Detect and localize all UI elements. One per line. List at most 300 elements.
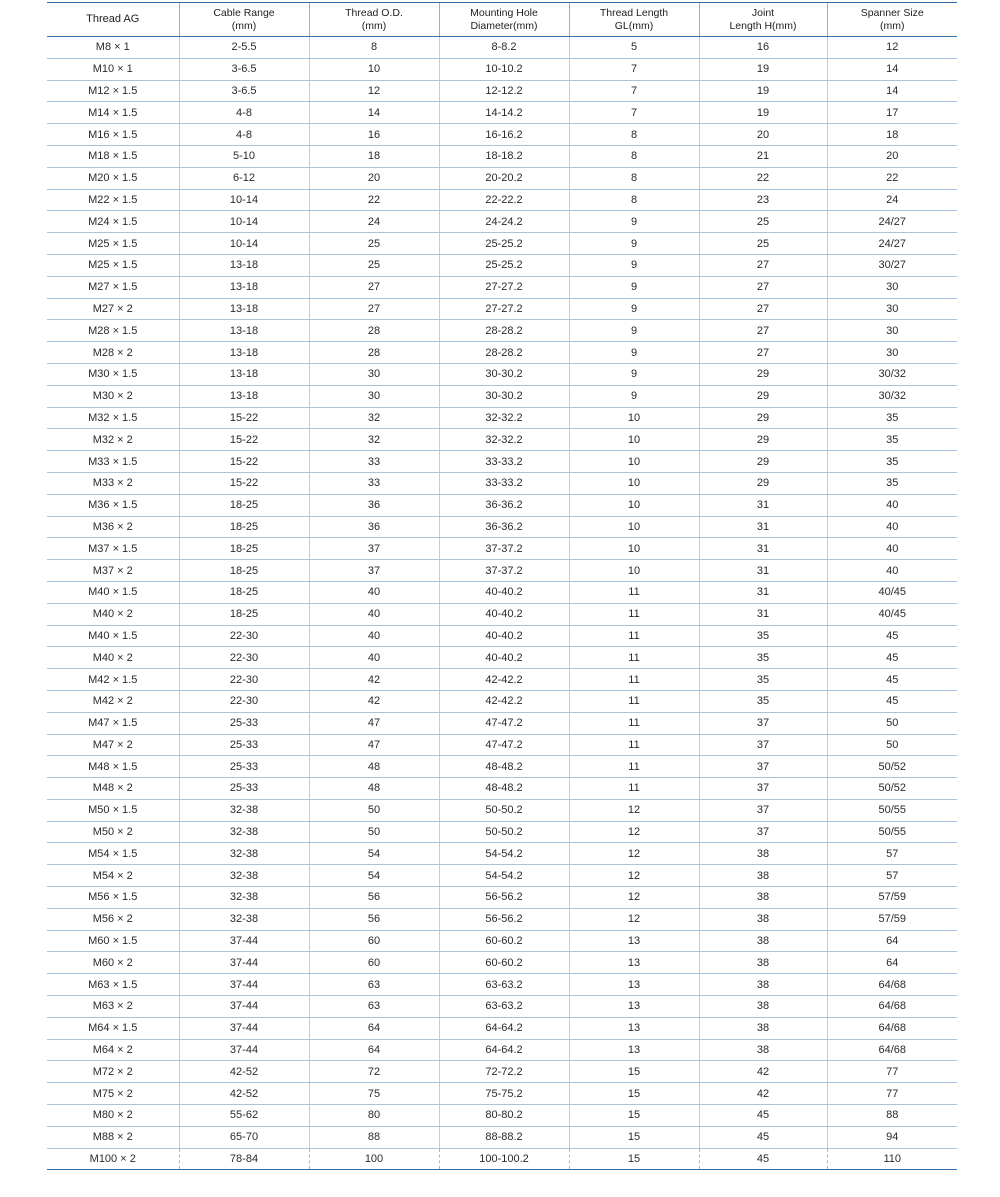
cell-thread-length: 15 [569, 1126, 699, 1148]
table-row [47, 1039, 957, 1061]
cell-spanner-size: 17 [827, 102, 957, 124]
header-line: Thread AG [86, 13, 140, 25]
cell-thread-length: 5 [569, 37, 699, 59]
header-thread-length [569, 3, 699, 37]
header-line: Length H(mm) [729, 19, 797, 32]
table-row [47, 472, 957, 494]
cell-cable-range: 22-30 [179, 690, 309, 712]
cell-thread-ag: M60 × 2 [47, 952, 179, 974]
cell-mounting-hole: 50-50.2 [439, 821, 569, 843]
cell-thread-od: 63 [309, 996, 439, 1018]
cell-spanner-size: 45 [827, 690, 957, 712]
cell-thread-od: 56 [309, 908, 439, 930]
cell-thread-length: 11 [569, 690, 699, 712]
table-row [47, 887, 957, 909]
cell-cable-range: 32-38 [179, 799, 309, 821]
cell-thread-od: 88 [309, 1126, 439, 1148]
cell-thread-ag: M40 × 1.5 [47, 625, 179, 647]
cell-spanner-size: 30/32 [827, 363, 957, 385]
cell-thread-length: 11 [569, 778, 699, 800]
table-body [47, 37, 957, 1170]
cell-thread-od: 50 [309, 821, 439, 843]
cell-thread-length: 7 [569, 80, 699, 102]
cell-thread-od: 63 [309, 974, 439, 996]
cell-spanner-size: 64 [827, 930, 957, 952]
cell-thread-ag: M72 × 2 [47, 1061, 179, 1083]
cell-joint-length: 16 [699, 37, 827, 59]
cell-mounting-hole: 12-12.2 [439, 80, 569, 102]
table-row [47, 821, 957, 843]
cell-thread-od: 28 [309, 342, 439, 364]
cell-thread-ag: M63 × 2 [47, 996, 179, 1018]
cell-mounting-hole: 33-33.2 [439, 451, 569, 473]
table-row [47, 80, 957, 102]
cell-thread-od: 64 [309, 1039, 439, 1061]
cell-thread-length: 9 [569, 254, 699, 276]
cell-thread-od: 30 [309, 385, 439, 407]
table-row [47, 211, 957, 233]
cell-thread-ag: M40 × 2 [47, 647, 179, 669]
cell-thread-length: 12 [569, 799, 699, 821]
table-row [47, 603, 957, 625]
cell-spanner-size: 40 [827, 538, 957, 560]
cell-joint-length: 31 [699, 538, 827, 560]
cell-thread-length: 8 [569, 145, 699, 167]
cell-mounting-hole: 54-54.2 [439, 843, 569, 865]
cell-thread-ag: M63 × 1.5 [47, 974, 179, 996]
cell-joint-length: 31 [699, 603, 827, 625]
cell-spanner-size: 64/68 [827, 1039, 957, 1061]
cell-thread-ag: M36 × 1.5 [47, 494, 179, 516]
cell-mounting-hole: 40-40.2 [439, 581, 569, 603]
cell-thread-od: 40 [309, 603, 439, 625]
cell-thread-length: 15 [569, 1148, 699, 1170]
cell-cable-range: 78-84 [179, 1148, 309, 1170]
table-row [47, 625, 957, 647]
cell-spanner-size: 35 [827, 472, 957, 494]
cell-thread-od: 12 [309, 80, 439, 102]
cell-cable-range: 10-14 [179, 211, 309, 233]
cell-joint-length: 42 [699, 1083, 827, 1105]
cell-mounting-hole: 36-36.2 [439, 494, 569, 516]
header-line: Joint [751, 6, 775, 19]
cell-thread-length: 7 [569, 102, 699, 124]
cell-mounting-hole: 63-63.2 [439, 996, 569, 1018]
cell-cable-range: 4-8 [179, 102, 309, 124]
table-row [47, 1126, 957, 1148]
cell-spanner-size: 30 [827, 298, 957, 320]
cell-spanner-size: 64/68 [827, 974, 957, 996]
cell-thread-od: 42 [309, 690, 439, 712]
cell-joint-length: 22 [699, 167, 827, 189]
table-row [47, 952, 957, 974]
cell-spanner-size: 12 [827, 37, 957, 59]
cell-mounting-hole: 27-27.2 [439, 276, 569, 298]
cell-thread-od: 25 [309, 254, 439, 276]
cell-thread-od: 22 [309, 189, 439, 211]
cell-thread-length: 11 [569, 712, 699, 734]
table-row [47, 647, 957, 669]
cell-mounting-hole: 33-33.2 [439, 472, 569, 494]
cell-thread-ag: M42 × 2 [47, 690, 179, 712]
cell-joint-length: 37 [699, 734, 827, 756]
cell-cable-range: 15-22 [179, 472, 309, 494]
cell-thread-length: 10 [569, 538, 699, 560]
cell-cable-range: 18-25 [179, 538, 309, 560]
cell-spanner-size: 30 [827, 342, 957, 364]
table-row [47, 276, 957, 298]
cell-thread-od: 33 [309, 451, 439, 473]
cell-spanner-size: 35 [827, 429, 957, 451]
cell-joint-length: 27 [699, 276, 827, 298]
cell-spanner-size: 24/27 [827, 211, 957, 233]
cell-thread-od: 30 [309, 363, 439, 385]
cell-thread-ag: M25 × 1.5 [47, 233, 179, 255]
cell-cable-range: 32-38 [179, 865, 309, 887]
cell-mounting-hole: 36-36.2 [439, 516, 569, 538]
table-row [47, 908, 957, 930]
cell-thread-od: 47 [309, 712, 439, 734]
cell-joint-length: 45 [699, 1126, 827, 1148]
cell-joint-length: 37 [699, 821, 827, 843]
header-line: (mm) [361, 19, 387, 32]
cell-cable-range: 37-44 [179, 930, 309, 952]
cell-spanner-size: 40 [827, 494, 957, 516]
cell-cable-range: 22-30 [179, 647, 309, 669]
cell-mounting-hole: 40-40.2 [439, 625, 569, 647]
table-row [47, 189, 957, 211]
table-row [47, 320, 957, 342]
cell-mounting-hole: 48-48.2 [439, 778, 569, 800]
cell-mounting-hole: 22-22.2 [439, 189, 569, 211]
cell-joint-length: 37 [699, 712, 827, 734]
cell-joint-length: 29 [699, 472, 827, 494]
cell-thread-od: 27 [309, 298, 439, 320]
cell-cable-range: 18-25 [179, 516, 309, 538]
cell-cable-range: 13-18 [179, 298, 309, 320]
table-row [47, 843, 957, 865]
cell-thread-od: 54 [309, 865, 439, 887]
cell-joint-length: 29 [699, 385, 827, 407]
cell-thread-length: 11 [569, 756, 699, 778]
cell-thread-od: 60 [309, 952, 439, 974]
cell-thread-od: 36 [309, 494, 439, 516]
table-row [47, 560, 957, 582]
cell-thread-od: 27 [309, 276, 439, 298]
cell-cable-range: 42-52 [179, 1083, 309, 1105]
table-row [47, 1105, 957, 1127]
cell-cable-range: 13-18 [179, 320, 309, 342]
cell-cable-range: 37-44 [179, 952, 309, 974]
cell-mounting-hole: 80-80.2 [439, 1105, 569, 1127]
cell-spanner-size: 20 [827, 145, 957, 167]
cell-joint-length: 45 [699, 1148, 827, 1170]
cell-joint-length: 27 [699, 342, 827, 364]
cell-spanner-size: 50/52 [827, 756, 957, 778]
cell-spanner-size: 14 [827, 80, 957, 102]
cell-mounting-hole: 40-40.2 [439, 603, 569, 625]
cell-cable-range: 25-33 [179, 778, 309, 800]
cell-thread-ag: M54 × 2 [47, 865, 179, 887]
cell-joint-length: 38 [699, 930, 827, 952]
cell-mounting-hole: 32-32.2 [439, 407, 569, 429]
cell-spanner-size: 50/52 [827, 778, 957, 800]
table-row [47, 690, 957, 712]
header-line: Spanner Size [860, 6, 924, 19]
cell-thread-length: 9 [569, 385, 699, 407]
cell-cable-range: 18-25 [179, 603, 309, 625]
cell-spanner-size: 57/59 [827, 887, 957, 909]
header-line: Thread Length [599, 6, 669, 19]
cell-thread-ag: M14 × 1.5 [47, 102, 179, 124]
table-row [47, 233, 957, 255]
cell-mounting-hole: 27-27.2 [439, 298, 569, 320]
cell-mounting-hole: 18-18.2 [439, 145, 569, 167]
table-row [47, 538, 957, 560]
header-line: (mm) [231, 19, 257, 32]
cable-gland-spec-table [47, 2, 957, 1170]
cell-thread-ag: M32 × 2 [47, 429, 179, 451]
cell-mounting-hole: 48-48.2 [439, 756, 569, 778]
table-row [47, 756, 957, 778]
cell-thread-length: 11 [569, 581, 699, 603]
cell-joint-length: 29 [699, 407, 827, 429]
cell-thread-ag: M50 × 2 [47, 821, 179, 843]
cell-thread-length: 15 [569, 1061, 699, 1083]
cell-spanner-size: 57 [827, 865, 957, 887]
cell-mounting-hole: 16-16.2 [439, 124, 569, 146]
cell-mounting-hole: 72-72.2 [439, 1061, 569, 1083]
cell-thread-ag: M32 × 1.5 [47, 407, 179, 429]
cell-cable-range: 18-25 [179, 560, 309, 582]
cell-joint-length: 35 [699, 647, 827, 669]
table-row [47, 1148, 957, 1170]
cell-spanner-size: 24/27 [827, 233, 957, 255]
header-thread-ag [47, 3, 179, 37]
cell-thread-length: 11 [569, 625, 699, 647]
cell-thread-od: 20 [309, 167, 439, 189]
table-row [47, 342, 957, 364]
table-row [47, 145, 957, 167]
cell-thread-ag: M88 × 2 [47, 1126, 179, 1148]
cell-thread-length: 10 [569, 560, 699, 582]
cell-cable-range: 37-44 [179, 996, 309, 1018]
table-row [47, 996, 957, 1018]
cell-spanner-size: 50/55 [827, 799, 957, 821]
cell-thread-ag: M56 × 2 [47, 908, 179, 930]
cell-thread-ag: M28 × 2 [47, 342, 179, 364]
cell-joint-length: 21 [699, 145, 827, 167]
cell-thread-ag: M40 × 1.5 [47, 581, 179, 603]
cell-mounting-hole: 8-8.2 [439, 37, 569, 59]
cell-thread-length: 13 [569, 1039, 699, 1061]
cell-cable-range: 6-12 [179, 167, 309, 189]
cell-spanner-size: 64/68 [827, 1017, 957, 1039]
header-thread-od [309, 3, 439, 37]
header-spanner-size [827, 3, 957, 37]
cell-mounting-hole: 60-60.2 [439, 952, 569, 974]
cell-thread-ag: M18 × 1.5 [47, 145, 179, 167]
cell-spanner-size: 77 [827, 1061, 957, 1083]
cell-joint-length: 29 [699, 363, 827, 385]
cell-thread-ag: M36 × 2 [47, 516, 179, 538]
cell-spanner-size: 30 [827, 320, 957, 342]
cell-thread-ag: M25 × 1.5 [47, 254, 179, 276]
cell-thread-od: 24 [309, 211, 439, 233]
cell-joint-length: 19 [699, 102, 827, 124]
cell-thread-ag: M80 × 2 [47, 1105, 179, 1127]
cell-thread-ag: M20 × 1.5 [47, 167, 179, 189]
table-row [47, 1061, 957, 1083]
cell-joint-length: 31 [699, 560, 827, 582]
cell-spanner-size: 45 [827, 625, 957, 647]
cell-cable-range: 13-18 [179, 276, 309, 298]
header-joint-length [699, 3, 827, 37]
cell-cable-range: 4-8 [179, 124, 309, 146]
cell-thread-od: 60 [309, 930, 439, 952]
cell-thread-length: 8 [569, 124, 699, 146]
cell-mounting-hole: 47-47.2 [439, 712, 569, 734]
cell-thread-od: 10 [309, 58, 439, 80]
cell-cable-range: 22-30 [179, 669, 309, 691]
cell-spanner-size: 94 [827, 1126, 957, 1148]
cell-spanner-size: 88 [827, 1105, 957, 1127]
cell-thread-od: 36 [309, 516, 439, 538]
cell-thread-length: 13 [569, 930, 699, 952]
cell-thread-ag: M33 × 2 [47, 472, 179, 494]
cell-thread-ag: M48 × 1.5 [47, 756, 179, 778]
cell-thread-length: 12 [569, 821, 699, 843]
cell-thread-length: 10 [569, 472, 699, 494]
cell-mounting-hole: 25-25.2 [439, 254, 569, 276]
cell-joint-length: 37 [699, 756, 827, 778]
header-line: Mounting Hole [470, 6, 538, 19]
cell-thread-ag: M27 × 1.5 [47, 276, 179, 298]
cell-thread-od: 25 [309, 233, 439, 255]
cell-spanner-size: 45 [827, 669, 957, 691]
cell-spanner-size: 50 [827, 734, 957, 756]
cell-joint-length: 42 [699, 1061, 827, 1083]
cell-thread-length: 10 [569, 451, 699, 473]
cell-joint-length: 31 [699, 581, 827, 603]
cell-cable-range: 37-44 [179, 1017, 309, 1039]
cell-cable-range: 13-18 [179, 363, 309, 385]
cell-thread-length: 12 [569, 865, 699, 887]
cell-spanner-size: 24 [827, 189, 957, 211]
cell-thread-ag: M37 × 1.5 [47, 538, 179, 560]
table-row [47, 298, 957, 320]
cell-cable-range: 13-18 [179, 254, 309, 276]
cell-joint-length: 38 [699, 952, 827, 974]
cell-thread-ag: M47 × 2 [47, 734, 179, 756]
cell-thread-length: 11 [569, 669, 699, 691]
cell-thread-od: 48 [309, 778, 439, 800]
cell-thread-length: 11 [569, 734, 699, 756]
cell-thread-ag: M24 × 1.5 [47, 211, 179, 233]
cell-cable-range: 65-70 [179, 1126, 309, 1148]
cell-spanner-size: 50/55 [827, 821, 957, 843]
cell-spanner-size: 40 [827, 560, 957, 582]
cell-joint-length: 27 [699, 254, 827, 276]
cell-joint-length: 37 [699, 778, 827, 800]
cell-mounting-hole: 14-14.2 [439, 102, 569, 124]
cell-thread-length: 9 [569, 298, 699, 320]
table-row [47, 712, 957, 734]
table-row [47, 799, 957, 821]
cell-spanner-size: 110 [827, 1148, 957, 1170]
cell-thread-ag: M16 × 1.5 [47, 124, 179, 146]
cell-cable-range: 3-6.5 [179, 80, 309, 102]
cell-spanner-size: 64 [827, 952, 957, 974]
table-row [47, 363, 957, 385]
cell-joint-length: 25 [699, 211, 827, 233]
cell-joint-length: 27 [699, 320, 827, 342]
cell-spanner-size: 64/68 [827, 996, 957, 1018]
cell-mounting-hole: 100-100.2 [439, 1148, 569, 1170]
cell-joint-length: 23 [699, 189, 827, 211]
cell-thread-ag: M30 × 2 [47, 385, 179, 407]
cell-joint-length: 31 [699, 516, 827, 538]
table-row [47, 451, 957, 473]
cell-thread-ag: M47 × 1.5 [47, 712, 179, 734]
cell-cable-range: 22-30 [179, 625, 309, 647]
cell-cable-range: 10-14 [179, 189, 309, 211]
table-row [47, 385, 957, 407]
table-row [47, 254, 957, 276]
cell-joint-length: 35 [699, 669, 827, 691]
cell-cable-range: 15-22 [179, 407, 309, 429]
cell-joint-length: 31 [699, 494, 827, 516]
cell-mounting-hole: 10-10.2 [439, 58, 569, 80]
cell-thread-length: 13 [569, 952, 699, 974]
cell-cable-range: 25-33 [179, 756, 309, 778]
header-cable-range [179, 3, 309, 37]
cell-spanner-size: 30/27 [827, 254, 957, 276]
cell-thread-od: 33 [309, 472, 439, 494]
cell-mounting-hole: 30-30.2 [439, 363, 569, 385]
cell-spanner-size: 57/59 [827, 908, 957, 930]
cell-thread-od: 37 [309, 560, 439, 582]
cell-thread-length: 9 [569, 211, 699, 233]
table-row [47, 1017, 957, 1039]
cell-joint-length: 38 [699, 1039, 827, 1061]
cell-thread-ag: M37 × 2 [47, 560, 179, 582]
cell-thread-ag: M30 × 1.5 [47, 363, 179, 385]
cell-thread-od: 64 [309, 1017, 439, 1039]
cell-thread-od: 14 [309, 102, 439, 124]
cell-thread-length: 9 [569, 363, 699, 385]
cell-joint-length: 37 [699, 799, 827, 821]
table-row [47, 124, 957, 146]
table-row [47, 778, 957, 800]
cell-joint-length: 35 [699, 625, 827, 647]
cell-thread-length: 15 [569, 1105, 699, 1127]
table-row [47, 429, 957, 451]
cell-mounting-hole: 50-50.2 [439, 799, 569, 821]
cell-cable-range: 25-33 [179, 734, 309, 756]
header-line: Cable Range [213, 6, 275, 19]
header-line: Thread O.D. [345, 6, 403, 19]
cell-thread-od: 40 [309, 625, 439, 647]
cell-mounting-hole: 63-63.2 [439, 974, 569, 996]
table-row [47, 669, 957, 691]
cell-cable-range: 2-5.5 [179, 37, 309, 59]
cell-joint-length: 35 [699, 690, 827, 712]
cell-cable-range: 18-25 [179, 494, 309, 516]
cell-joint-length: 25 [699, 233, 827, 255]
cell-cable-range: 32-38 [179, 843, 309, 865]
cell-thread-length: 10 [569, 516, 699, 538]
